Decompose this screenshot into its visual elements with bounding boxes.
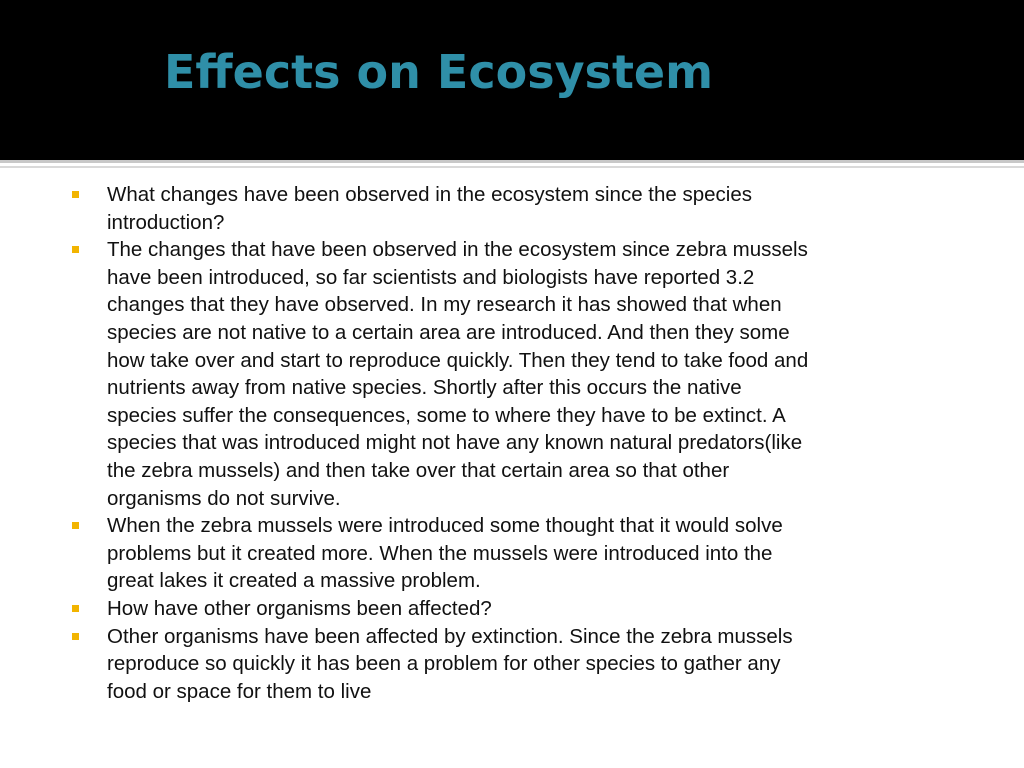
bullet-line: Other organisms have been affected by extinction. Since the zebra mussels (107, 624, 793, 648)
bullet-item (72, 181, 952, 236)
bullet-line: have been introduced, so far scientists and biologists have reported 3.2 (107, 265, 755, 289)
bullet-line: introduction? (107, 210, 225, 234)
bullet-line: species are not native to a certain area are introduced. And then they some (107, 320, 790, 344)
bullet-line: What changes have been observed in the ecosystem since the species (107, 183, 752, 206)
bullet-line: great lakes it created a massive problem. (107, 569, 481, 593)
bullet-line: food or space for them to live (107, 679, 372, 703)
bullet-line: organisms do not survive. (107, 486, 341, 510)
title-bar (0, 0, 1024, 160)
square-bullet-icon (72, 246, 79, 253)
bullet-line: reproduce so quickly it has been a problem for other species to gather any (107, 652, 781, 676)
bullet-item (72, 623, 952, 706)
bullet-line: species suffer the consequences, some to where they have to be extinct. A (107, 403, 786, 427)
bullet-line: The changes that have been observed in the ecosystem since zebra mussels (107, 238, 808, 262)
bullet-item (72, 595, 952, 623)
slide-title: Effects on Ecosystem (164, 45, 714, 99)
square-bullet-icon (72, 522, 79, 529)
bullet-item (72, 512, 952, 595)
square-bullet-icon (72, 633, 79, 640)
bullet-line: How have other organisms been affected? (107, 596, 492, 620)
bullet-line: When the zebra mussels were introduced some thought that it would solve (107, 514, 783, 538)
bullet-line: changes that they have observed. In my research it has showed that when (107, 293, 782, 317)
bullet-line: species that was introduced might not have any known natural predators(like (107, 431, 803, 455)
bullet-line: how take over and start to reproduce quickly. Then they tend to take food and (107, 348, 809, 372)
square-bullet-icon (72, 191, 79, 198)
header-divider-bottom (0, 166, 1024, 168)
bullet-line: nutrients away from native species. Shortly after this occurs the native (107, 376, 742, 400)
bullet-item (72, 236, 952, 512)
bullet-line: the zebra mussels) and then take over that certain area so that other (107, 458, 730, 482)
bullet-list (72, 181, 952, 705)
square-bullet-icon (72, 605, 79, 612)
bullet-line: problems but it created more. When the mussels were introduced into the (107, 541, 773, 565)
